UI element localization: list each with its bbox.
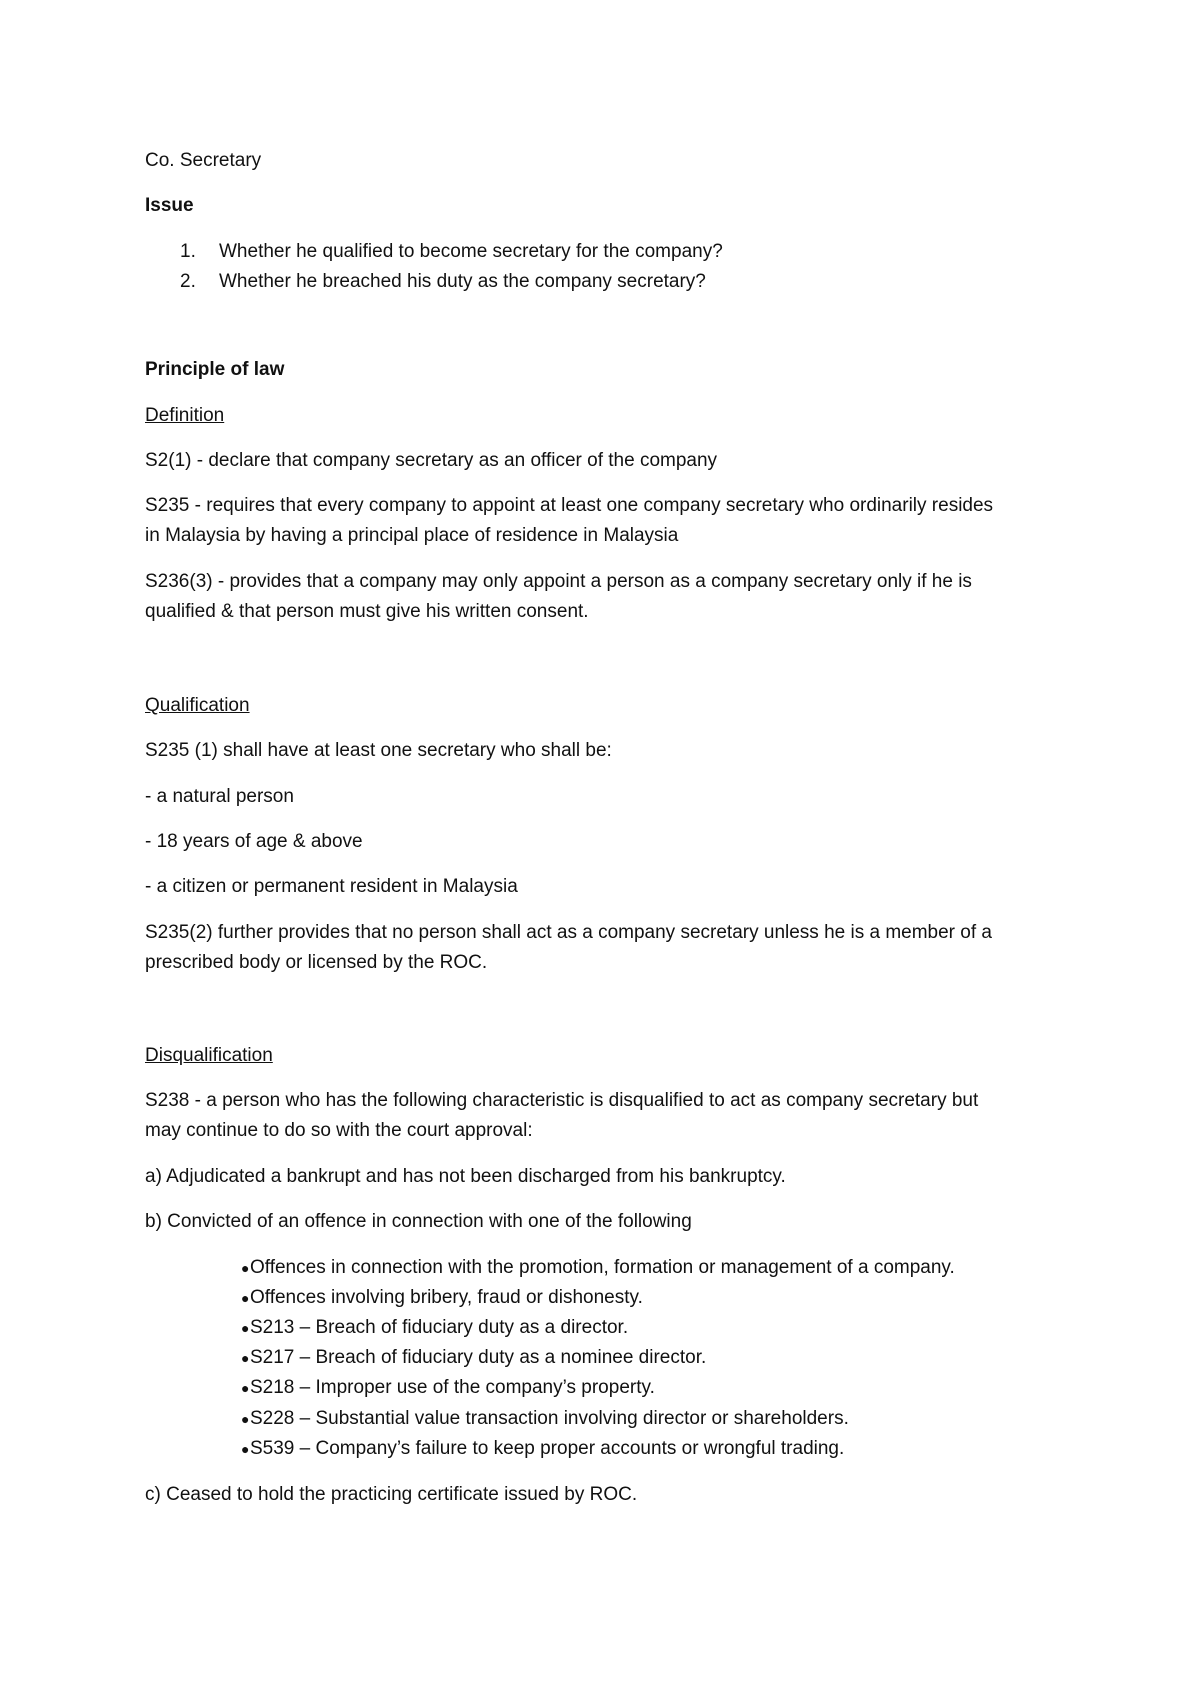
issue-item: Whether he breached his duty as the company secretary? xyxy=(219,271,706,292)
offence-item: S218 – Improper use of the company’s property. xyxy=(250,1377,655,1398)
offence-item: S539 – Company’s failure to keep proper accounts or wrongful trading. xyxy=(250,1438,845,1459)
definition-paragraph: S2(1) - declare that company secretary as an officer of the company xyxy=(145,450,718,471)
disqualification-paragraph: may continue to do so with the court approval: xyxy=(145,1120,533,1141)
qualification-item: - 18 years of age & above xyxy=(145,831,363,852)
definition-paragraph: in Malaysia by having a principal place of residence in Malaysia xyxy=(145,525,679,546)
definition-paragraph: S235 - requires that every company to appoint at least one company secretary who ordinarily resides xyxy=(145,495,994,516)
disqualification-item-c: c) Ceased to hold the practicing certificate issued by ROC. xyxy=(145,1484,638,1505)
bullet-icon: ● xyxy=(241,1411,250,1427)
qualification-paragraph: S235(2) further provides that no person shall act as a company secretary unless he is a member of a xyxy=(145,922,992,943)
principle-heading: Principle of law xyxy=(145,359,285,380)
issue-number: 2. xyxy=(180,271,196,292)
bullet-icon: ● xyxy=(241,1260,250,1276)
definition-paragraph: qualified & that person must give his written consent. xyxy=(145,601,589,622)
bullet-icon: ● xyxy=(241,1350,250,1366)
disqualification-paragraph: S238 - a person who has the following characteristic is disqualified to act as company secretary but xyxy=(145,1090,979,1111)
qualification-heading: Qualification xyxy=(145,695,250,716)
offence-item: Offences involving bribery, fraud or dishonesty. xyxy=(250,1287,643,1308)
qualification-item: - a natural person xyxy=(145,786,294,807)
disqualification-item-b: b) Convicted of an offence in connection with one of the following xyxy=(145,1211,692,1232)
qualification-paragraph: S235 (1) shall have at least one secretary who shall be: xyxy=(145,740,612,761)
offence-item: S213 – Breach of fiduciary duty as a director. xyxy=(250,1317,629,1338)
definition-heading: Definition xyxy=(145,405,225,426)
qualification-item: - a citizen or permanent resident in Malaysia xyxy=(145,876,518,897)
bullet-icon: ● xyxy=(241,1441,250,1457)
qualification-paragraph: prescribed body or licensed by the ROC. xyxy=(145,952,488,973)
bullet-icon: ● xyxy=(241,1320,250,1336)
disqualification-item-a: a) Adjudicated a bankrupt and has not been discharged from his bankruptcy. xyxy=(145,1166,786,1187)
offence-item: Offences in connection with the promotion, formation or management of a company. xyxy=(250,1257,955,1278)
issue-heading: Issue xyxy=(145,195,194,216)
definition-paragraph: S236(3) - provides that a company may only appoint a person as a company secretary only if he is xyxy=(145,571,972,592)
offence-item: S228 – Substantial value transaction involving director or shareholders. xyxy=(250,1408,849,1429)
bullet-icon: ● xyxy=(241,1380,250,1396)
offence-item: S217 – Breach of fiduciary duty as a nominee director. xyxy=(250,1347,707,1368)
issue-number: 1. xyxy=(180,241,196,262)
disqualification-heading: Disqualification xyxy=(145,1045,273,1066)
issue-item: Whether he qualified to become secretary for the company? xyxy=(219,241,723,262)
bullet-icon: ● xyxy=(241,1290,250,1306)
document-title: Co. Secretary xyxy=(145,150,262,171)
